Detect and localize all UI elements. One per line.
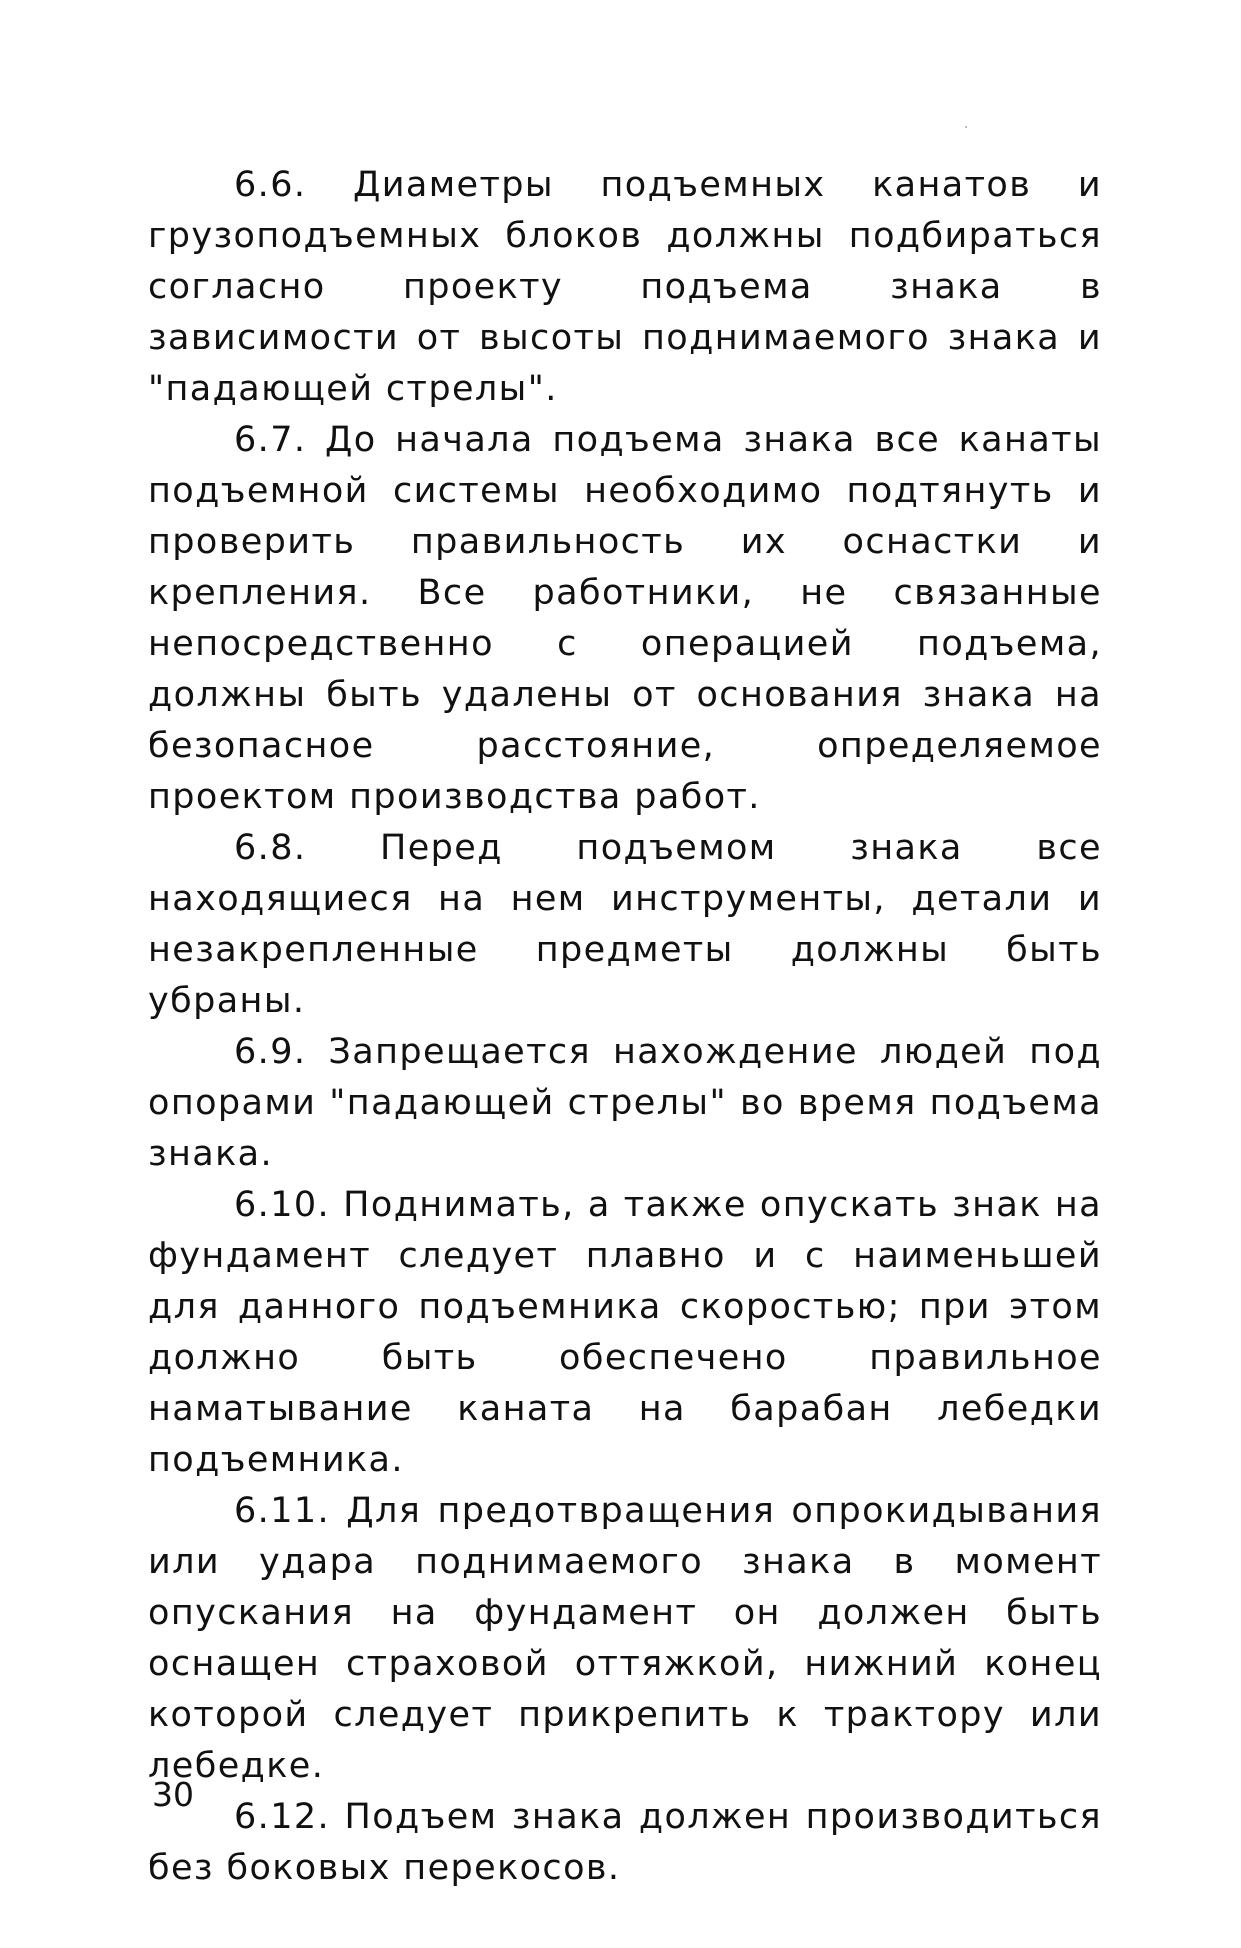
paragraph-6-8: 6.8. Перед подъемом знака все находящиеся на нем инструменты, детали и незакрепленные предметы должны быть убраны.	[148, 828, 1102, 1021]
paragraph-6-12: 6.12. Подъем знака должен производиться без боковых перекосов.	[148, 1797, 1102, 1888]
page-number: 30	[152, 1775, 194, 1814]
paragraph-6-7: 6.7. До начала подъема знака все канаты подъемной системы необходимо подтянуть и проверить правильность их оснастки и крепления. Все работники, не связанные непосредственно с операцией подъема, должны быть удалены от основания знака на безопасное расстояние, определяемое проектом производства работ.	[148, 420, 1102, 817]
paragraph-6-6: 6.6. Диаметры подъемных канатов и грузоподъемных блоков должны подбираться согласно проекту подъема знака в зависимости от высоты поднимаемого знака и "падающей стрелы".	[148, 165, 1102, 409]
paragraph-6-11: 6.11. Для предотвращения опрокидывания или удара поднимаемого знака в момент опускания на фундамент он должен быть оснащен страховой оттяжкой, нижний конец которой следует прикрепить к трактору или лебедке.	[148, 1491, 1102, 1786]
body-text	[148, 160, 1102, 1894]
paragraph-6-9: 6.9. Запрещается нахождение людей под опорами "падающей стрелы" во время подъема знака.	[148, 1032, 1102, 1174]
paragraph-6-10: 6.10. Поднимать, а также опускать знак на фундамент следует плавно и с наименьшей для данного подъемника скоростью; при этом должно быть обеспечено правильное наматывание каната на барабан лебедки подъемника.	[148, 1185, 1102, 1480]
scan-speck	[965, 126, 967, 128]
